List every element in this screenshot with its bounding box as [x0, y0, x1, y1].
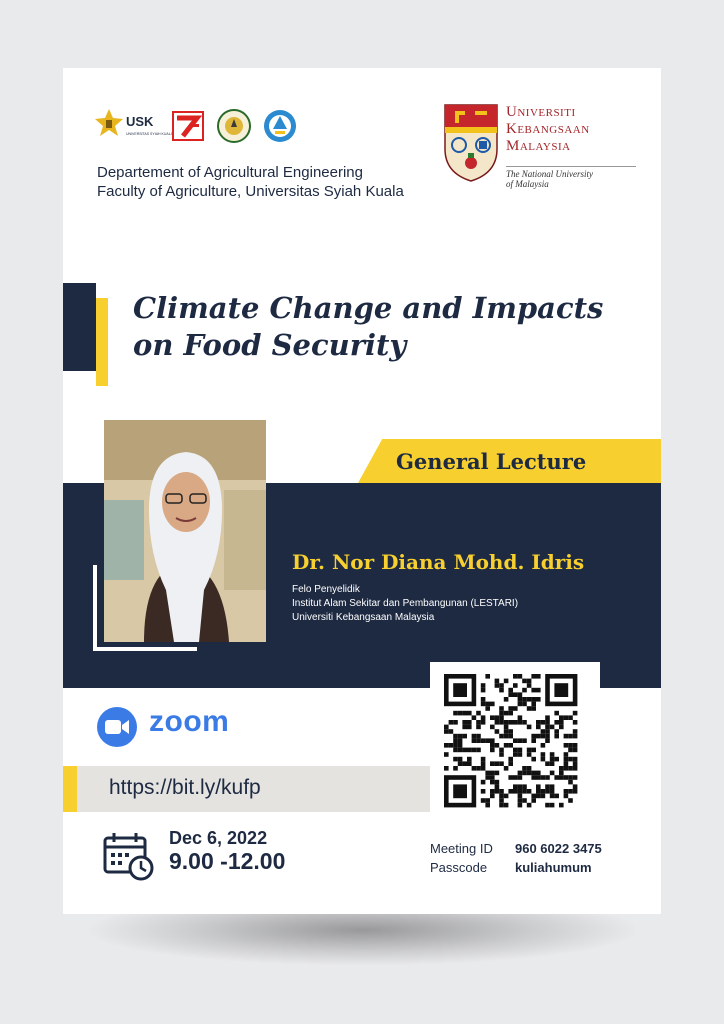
- partner-logos: [95, 106, 299, 146]
- ukm-sub-line: The National University: [506, 169, 593, 179]
- speaker-name: Dr. Nor Diana Mohd. Idris: [292, 550, 585, 574]
- seal-logo: [215, 107, 253, 145]
- meeting-id-value[interactable]: 960 6022 3475: [515, 841, 602, 856]
- ukm-crest: [441, 101, 501, 183]
- title-accent-navy: [63, 283, 96, 371]
- zoom-camera-icon: [96, 706, 138, 748]
- faculty-line: Faculty of Agriculture, Universitas Syiah Kuala: [97, 183, 404, 200]
- passcode-label: Passcode: [430, 860, 488, 875]
- meeting-values: [515, 839, 602, 877]
- speaker-institute: Institut Alam Sekitar dan Pembangunan (LESTARI): [292, 598, 519, 609]
- title-accent-yellow: [96, 298, 108, 386]
- url-accent: [63, 766, 77, 812]
- speaker-photo: [104, 420, 266, 642]
- svg-text:UNIVERSITAS SYIAH KUALA: UNIVERSITAS SYIAH KUALA: [126, 132, 174, 136]
- qr-code-graphic: [430, 662, 600, 822]
- partner-logo: [169, 108, 207, 144]
- ukm-name-line: Kebangsaan: [506, 121, 590, 137]
- usk-logo: [95, 106, 174, 146]
- passcode-value[interactable]: kuliahumum: [515, 860, 592, 875]
- ukm-sub-line: of Malaysia: [506, 179, 549, 189]
- speaker-university: Universiti Kebangsaan Malaysia: [292, 612, 435, 623]
- department-line: Departement of Agricultural Engineering: [97, 164, 363, 181]
- lecture-title: [133, 290, 603, 364]
- ukm-name-line: Malaysia: [506, 138, 571, 154]
- meeting-labels: [430, 839, 493, 877]
- speaker-position: Felo Penyelidik: [292, 584, 360, 595]
- meeting-link[interactable]: https://bit.ly/kufp: [109, 776, 261, 799]
- title-line: on Food Security: [133, 328, 407, 362]
- ukm-subtitle: [506, 166, 636, 189]
- title-line: Climate Change and Impacts: [133, 291, 604, 325]
- svg-text:USK: USK: [126, 114, 154, 129]
- ukm-name: [506, 104, 590, 155]
- event-type-label: General Lecture: [396, 449, 587, 474]
- event-date: Dec 6, 2022: [169, 828, 268, 848]
- ukm-name-line: Universiti: [506, 104, 576, 120]
- kemdikbud-logo: [261, 107, 299, 145]
- department-text: [97, 163, 404, 201]
- event-poster: [63, 68, 661, 914]
- zoom-wordmark: zoom: [149, 705, 230, 738]
- speaker-portrait: [104, 420, 266, 642]
- meeting-id-label: Meeting ID: [430, 841, 493, 856]
- qr-code[interactable]: [430, 662, 600, 822]
- speaker-affiliation: [292, 583, 518, 625]
- calendar-clock-icon: [103, 830, 155, 882]
- event-time: 9.00 -12.00: [169, 848, 286, 874]
